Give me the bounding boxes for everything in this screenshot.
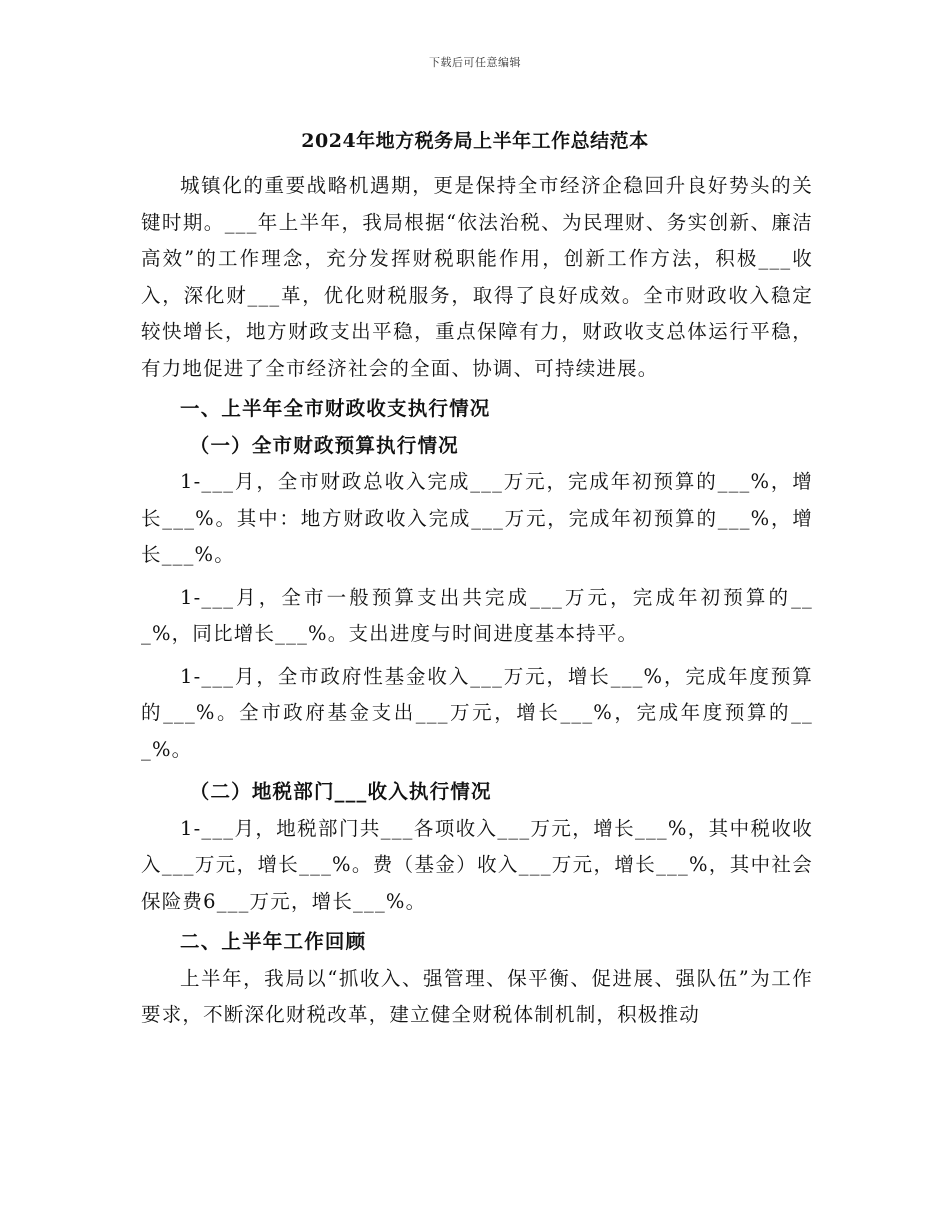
- section-1-subheading-2: （二）地税部门___收入执行情况: [189, 780, 492, 803]
- budget-income-paragraph: 1-___月，全市财政总收入完成___万元，完成年初预算的___%，增长___%。其中：地方财政收入完成___万元，完成年初预算的___%，增长___%。: [141, 470, 813, 566]
- document-title: 2024年地方税务局上半年工作总结范本: [301, 130, 649, 152]
- tax-department-paragraph: 1-___月，地税部门共___各项收入___万元，增长___%，其中税收收入___万元，增长___%。费（基金）收入___万元，增长___%，其中社会保险费6___万元，增长___%。: [141, 816, 813, 913]
- review-paragraph: 上半年，我局以“抓收入、强管理、保平衡、促进展、强队伍”为工作要求，不断深化财税改革，建立健全财税体制机制，积极推动: [141, 966, 813, 1026]
- document-body: [141, 168, 813, 1034]
- section-1-subheading-1: （一）全市财政预算执行情况: [189, 433, 459, 457]
- header-note: 下载后可任意编辑: [429, 56, 521, 69]
- intro-paragraph: 城镇化的重要战略机遇期，更是保持全市经济企稳回升良好势头的关键时期。___年上半年，我局根据“依法治税、为民理财、务实创新、廉洁高效”的工作理念，充分发挥财税职能作用，创新工作方法，积极___收入，深化财___革，优化财税服务，取得了良好成效。全市财政收入稳定较快增长，地方财政支出平稳，重点保障有力，财政收支总体运行平稳，有力地促进了全市经济社会的全面、协调、可持续进展。: [141, 174, 813, 380]
- government-fund-paragraph: 1-___月，全市政府性基金收入___万元，增长___%，完成年度预算的___%。全市政府基金支出___万元，增长___%，完成年度预算的___%。: [141, 664, 813, 761]
- budget-expense-paragraph: 1-___月，全市一般预算支出共完成___万元，完成年初预算的___%，同比增长___%。支出进度与时间进度基本持平。: [141, 585, 813, 645]
- section-2-heading: 二、上半年工作回顾: [180, 930, 367, 953]
- section-1-heading: 一、上半年全市财政收支执行情况: [180, 397, 491, 420]
